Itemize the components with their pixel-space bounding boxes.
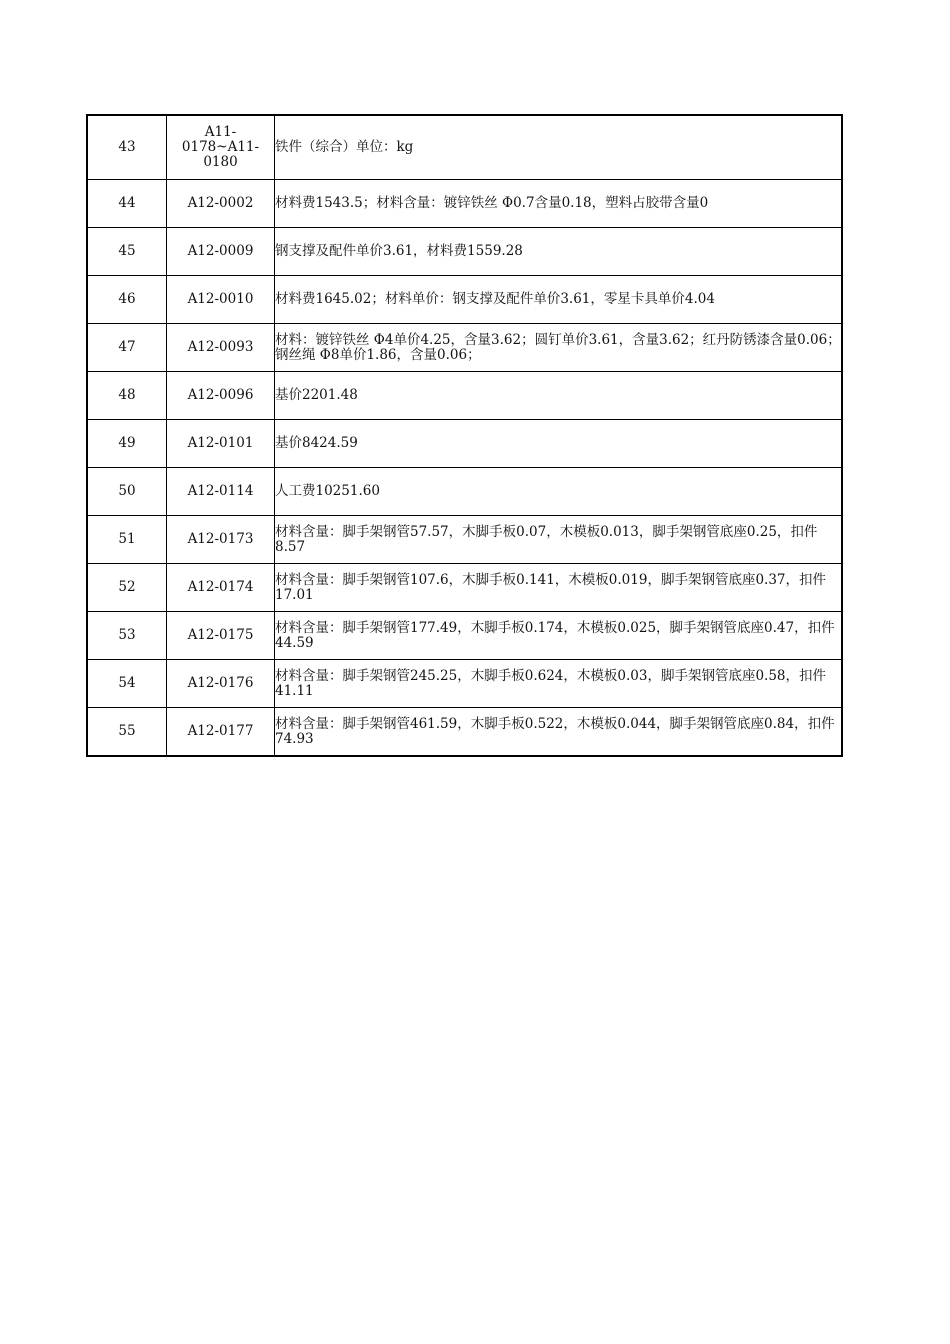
table-row [87, 420, 842, 468]
quota-code: A12-0096 [167, 372, 275, 420]
table-row [87, 468, 842, 516]
row-number: 55 [87, 708, 167, 757]
quota-description: 材料：镀锌铁丝 Φ4单价4.25，含量3.62；圆钉单价3.61，含量3.62；红丹防锈漆含量0.06；钢丝绳 Φ8单价1.86，含量0.06； [275, 324, 843, 372]
row-number: 50 [87, 468, 167, 516]
quota-table [86, 114, 843, 757]
quota-code: A12-0177 [167, 708, 275, 757]
row-number: 49 [87, 420, 167, 468]
quota-description: 铁件（综合）单位：kg [275, 115, 843, 180]
quota-description: 材料含量：脚手架钢管107.6，木脚手板0.141，木模板0.019，脚手架钢管底座0.37，扣件17.01 [275, 564, 843, 612]
quota-code: A12-0176 [167, 660, 275, 708]
table-row [87, 324, 842, 372]
quota-code: A11-0178~A11-0180 [167, 115, 275, 180]
row-number: 46 [87, 276, 167, 324]
table-row [87, 516, 842, 564]
table-row [87, 660, 842, 708]
table-row [87, 612, 842, 660]
quota-description: 材料含量：脚手架钢管177.49，木脚手板0.174，木模板0.025，脚手架钢管底座0.47，扣件44.59 [275, 612, 843, 660]
row-number: 48 [87, 372, 167, 420]
quota-description: 材料含量：脚手架钢管57.57，木脚手板0.07，木模板0.013，脚手架钢管底座0.25，扣件8.57 [275, 516, 843, 564]
table-row [87, 115, 842, 180]
table-row [87, 708, 842, 757]
quota-code: A12-0010 [167, 276, 275, 324]
quota-code: A12-0009 [167, 228, 275, 276]
quota-description: 基价8424.59 [275, 420, 843, 468]
row-number: 45 [87, 228, 167, 276]
quota-code: A12-0175 [167, 612, 275, 660]
row-number: 44 [87, 180, 167, 228]
quota-code: A12-0093 [167, 324, 275, 372]
table-row [87, 228, 842, 276]
row-number: 53 [87, 612, 167, 660]
table-row [87, 564, 842, 612]
quota-code: A12-0174 [167, 564, 275, 612]
quota-description: 基价2201.48 [275, 372, 843, 420]
quota-description: 材料费1543.5；材料含量：镀锌铁丝 Φ0.7含量0.18，塑料占胶带含量0 [275, 180, 843, 228]
quota-description: 材料含量：脚手架钢管245.25，木脚手板0.624，木模板0.03，脚手架钢管底座0.58，扣件41.11 [275, 660, 843, 708]
row-number: 43 [87, 115, 167, 180]
row-number: 52 [87, 564, 167, 612]
row-number: 51 [87, 516, 167, 564]
quota-description: 材料费1645.02；材料单价：钢支撑及配件单价3.61，零星卡具单价4.04 [275, 276, 843, 324]
table-row [87, 180, 842, 228]
quota-code: A12-0173 [167, 516, 275, 564]
quota-code: A12-0114 [167, 468, 275, 516]
quota-description: 钢支撑及配件单价3.61，材料费1559.28 [275, 228, 843, 276]
quota-description: 材料含量：脚手架钢管461.59，木脚手板0.522，木模板0.044，脚手架钢管底座0.84，扣件74.93 [275, 708, 843, 757]
quota-code: A12-0002 [167, 180, 275, 228]
quota-description: 人工费10251.60 [275, 468, 843, 516]
table-row [87, 372, 842, 420]
row-number: 47 [87, 324, 167, 372]
quota-code: A12-0101 [167, 420, 275, 468]
row-number: 54 [87, 660, 167, 708]
table-row [87, 276, 842, 324]
